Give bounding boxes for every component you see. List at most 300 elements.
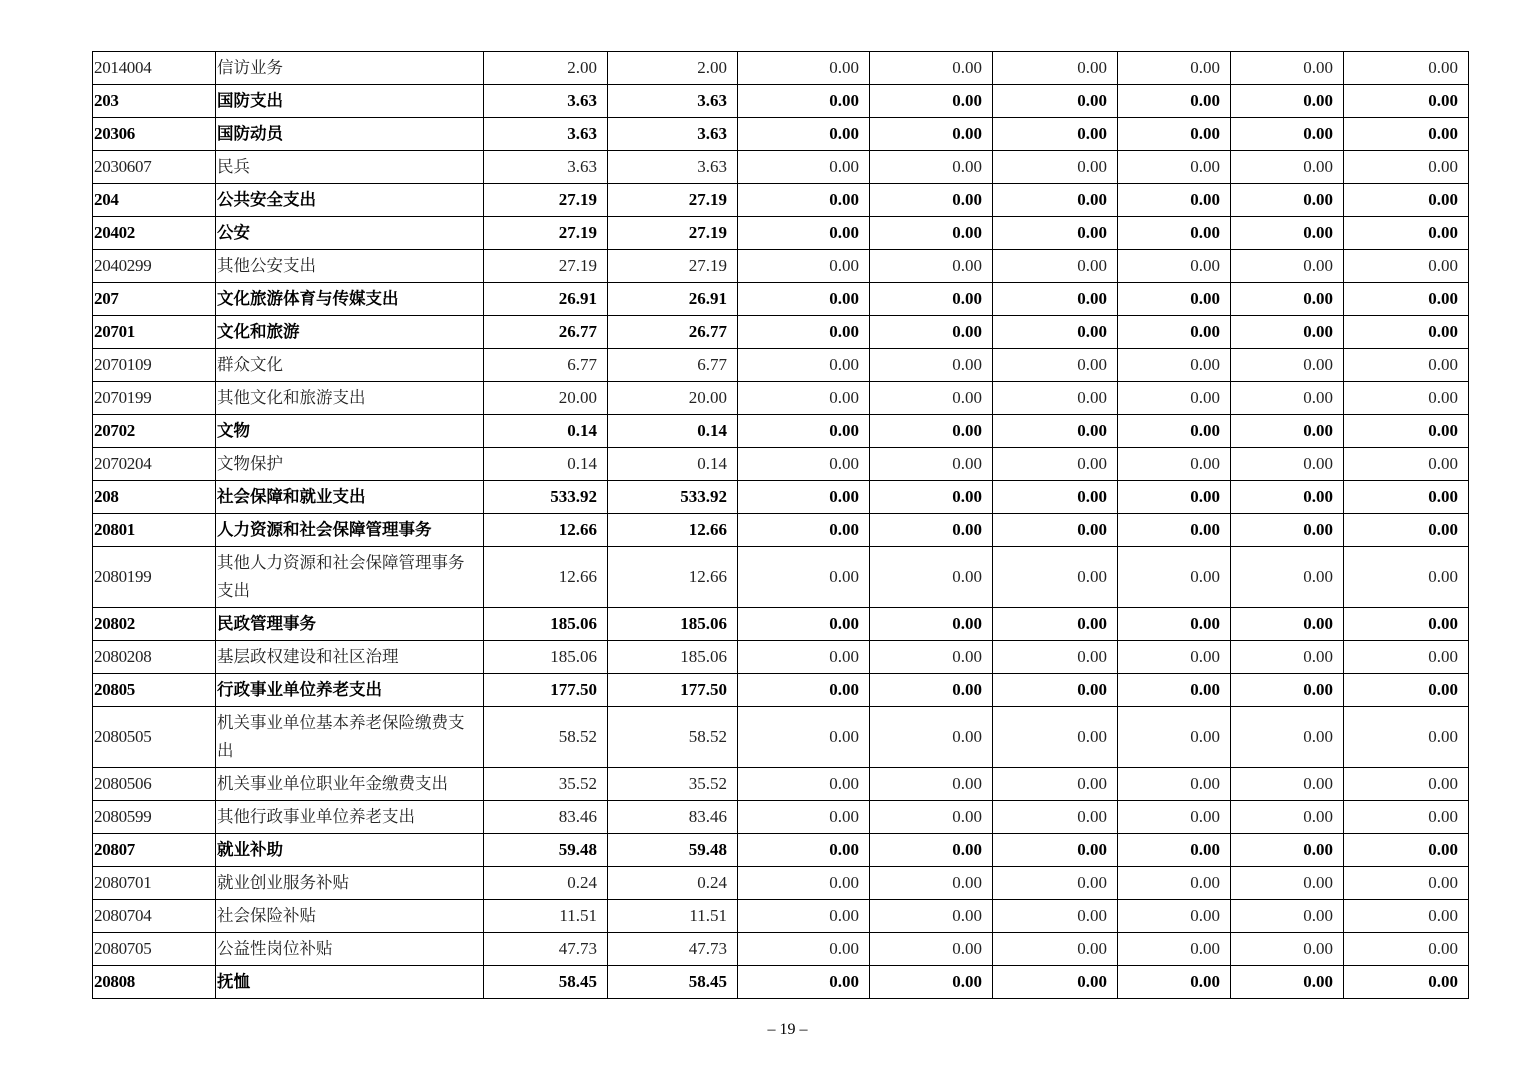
table-row [93, 966, 1469, 999]
subject-code-cell: 207 [93, 283, 216, 316]
table-row [93, 801, 1469, 834]
amount-cell: 0.00 [870, 250, 993, 283]
subject-name-cell: 人力资源和社会保障管理事务 [216, 514, 484, 547]
amount-cell: 0.00 [993, 768, 1118, 801]
amount-cell: 0.00 [1344, 316, 1469, 349]
amount-cell: 83.46 [608, 801, 738, 834]
amount-cell: 12.66 [608, 514, 738, 547]
subject-code-cell: 2080208 [93, 641, 216, 674]
table-row [93, 768, 1469, 801]
amount-cell: 0.00 [1118, 608, 1231, 641]
amount-cell: 0.00 [1344, 283, 1469, 316]
amount-cell: 0.00 [1344, 966, 1469, 999]
amount-cell: 0.14 [484, 415, 608, 448]
amount-cell: 0.00 [1344, 608, 1469, 641]
subject-code-cell: 2080199 [93, 547, 216, 608]
subject-code-cell: 2080505 [93, 707, 216, 768]
subject-name-cell: 抚恤 [216, 966, 484, 999]
amount-cell: 533.92 [484, 481, 608, 514]
table-row [93, 933, 1469, 966]
table-row [93, 382, 1469, 415]
table-row [93, 52, 1469, 85]
subject-code-cell: 203 [93, 85, 216, 118]
subject-name-cell: 文物 [216, 415, 484, 448]
amount-cell: 0.00 [1231, 834, 1344, 867]
amount-cell: 0.00 [1231, 514, 1344, 547]
amount-cell: 0.00 [1231, 801, 1344, 834]
amount-cell: 0.00 [993, 151, 1118, 184]
amount-cell: 0.00 [1231, 966, 1344, 999]
amount-cell: 0.00 [1344, 641, 1469, 674]
amount-cell: 0.00 [870, 382, 993, 415]
amount-cell: 0.00 [1118, 217, 1231, 250]
amount-cell: 0.00 [993, 707, 1118, 768]
subject-code-cell: 2070109 [93, 349, 216, 382]
amount-cell: 0.00 [1344, 415, 1469, 448]
amount-cell: 0.00 [870, 415, 993, 448]
amount-cell: 0.24 [484, 867, 608, 900]
amount-cell: 0.00 [738, 52, 870, 85]
amount-cell: 27.19 [608, 217, 738, 250]
amount-cell: 0.00 [993, 118, 1118, 151]
amount-cell: 12.66 [608, 547, 738, 608]
amount-cell: 3.63 [608, 85, 738, 118]
amount-cell: 0.00 [1118, 250, 1231, 283]
subject-name-cell: 公共安全支出 [216, 184, 484, 217]
amount-cell: 2.00 [608, 52, 738, 85]
table-row [93, 283, 1469, 316]
amount-cell: 0.00 [738, 933, 870, 966]
amount-cell: 0.00 [870, 217, 993, 250]
amount-cell: 0.00 [1118, 547, 1231, 608]
table-row [93, 674, 1469, 707]
amount-cell: 0.00 [738, 151, 870, 184]
amount-cell: 533.92 [608, 481, 738, 514]
amount-cell: 0.00 [1344, 85, 1469, 118]
amount-cell: 0.00 [738, 184, 870, 217]
amount-cell: 0.00 [993, 514, 1118, 547]
subject-name-cell: 信访业务 [216, 52, 484, 85]
amount-cell: 0.00 [1344, 547, 1469, 608]
amount-cell: 0.00 [1231, 641, 1344, 674]
subject-code-cell: 20801 [93, 514, 216, 547]
amount-cell: 0.00 [870, 768, 993, 801]
budget-table [92, 51, 1469, 999]
amount-cell: 0.00 [870, 349, 993, 382]
amount-cell: 0.00 [993, 184, 1118, 217]
amount-cell: 35.52 [608, 768, 738, 801]
subject-name-cell: 机关事业单位职业年金缴费支出 [216, 768, 484, 801]
table-row [93, 118, 1469, 151]
subject-name-cell: 机关事业单位基本养老保险缴费支出 [216, 707, 484, 768]
amount-cell: 6.77 [484, 349, 608, 382]
amount-cell: 0.00 [870, 674, 993, 707]
page-number: – 19 – [767, 1021, 808, 1038]
table-row [93, 184, 1469, 217]
amount-cell: 0.00 [1344, 481, 1469, 514]
amount-cell: 177.50 [484, 674, 608, 707]
amount-cell: 0.00 [870, 481, 993, 514]
subject-name-cell: 公安 [216, 217, 484, 250]
amount-cell: 3.63 [484, 118, 608, 151]
amount-cell: 11.51 [608, 900, 738, 933]
amount-cell: 0.00 [1344, 674, 1469, 707]
amount-cell: 58.52 [608, 707, 738, 768]
amount-cell: 0.00 [1344, 707, 1469, 768]
subject-code-cell: 2080704 [93, 900, 216, 933]
subject-name-cell: 就业创业服务补贴 [216, 867, 484, 900]
amount-cell: 0.00 [870, 514, 993, 547]
amount-cell: 0.00 [993, 547, 1118, 608]
amount-cell: 0.00 [870, 608, 993, 641]
table-row [93, 85, 1469, 118]
amount-cell: 0.00 [993, 900, 1118, 933]
subject-code-cell: 2070204 [93, 448, 216, 481]
amount-cell: 0.00 [993, 382, 1118, 415]
amount-cell: 0.00 [738, 250, 870, 283]
table-row [93, 481, 1469, 514]
amount-cell: 0.00 [993, 52, 1118, 85]
subject-code-cell: 20402 [93, 217, 216, 250]
amount-cell: 20.00 [608, 382, 738, 415]
amount-cell: 0.00 [870, 801, 993, 834]
amount-cell: 0.00 [993, 250, 1118, 283]
amount-cell: 0.00 [870, 151, 993, 184]
amount-cell: 58.52 [484, 707, 608, 768]
subject-code-cell: 20805 [93, 674, 216, 707]
amount-cell: 12.66 [484, 547, 608, 608]
amount-cell: 0.00 [1231, 382, 1344, 415]
amount-cell: 0.00 [1118, 85, 1231, 118]
subject-name-cell: 群众文化 [216, 349, 484, 382]
amount-cell: 0.00 [1231, 85, 1344, 118]
amount-cell: 0.00 [1344, 349, 1469, 382]
amount-cell: 0.00 [993, 415, 1118, 448]
amount-cell: 0.00 [1118, 674, 1231, 707]
amount-cell: 0.00 [1118, 768, 1231, 801]
subject-code-cell: 2080599 [93, 801, 216, 834]
subject-name-cell: 文化和旅游 [216, 316, 484, 349]
amount-cell: 26.77 [608, 316, 738, 349]
amount-cell: 0.00 [993, 608, 1118, 641]
amount-cell: 177.50 [608, 674, 738, 707]
amount-cell: 0.00 [738, 217, 870, 250]
amount-cell: 0.00 [870, 448, 993, 481]
amount-cell: 12.66 [484, 514, 608, 547]
amount-cell: 0.00 [738, 966, 870, 999]
subject-name-cell: 其他公安支出 [216, 250, 484, 283]
amount-cell: 0.00 [738, 118, 870, 151]
amount-cell: 0.00 [1231, 448, 1344, 481]
amount-cell: 0.00 [738, 900, 870, 933]
amount-cell: 0.00 [1118, 382, 1231, 415]
table-row [93, 514, 1469, 547]
amount-cell: 35.52 [484, 768, 608, 801]
amount-cell: 27.19 [484, 250, 608, 283]
amount-cell: 0.00 [738, 415, 870, 448]
amount-cell: 0.00 [870, 283, 993, 316]
amount-cell: 0.24 [608, 867, 738, 900]
amount-cell: 83.46 [484, 801, 608, 834]
amount-cell: 58.45 [608, 966, 738, 999]
table-row [93, 448, 1469, 481]
amount-cell: 0.00 [1118, 933, 1231, 966]
amount-cell: 26.91 [484, 283, 608, 316]
amount-cell: 47.73 [484, 933, 608, 966]
table-row [93, 316, 1469, 349]
amount-cell: 3.63 [484, 85, 608, 118]
amount-cell: 0.00 [993, 867, 1118, 900]
subject-name-cell: 文物保护 [216, 448, 484, 481]
amount-cell: 27.19 [484, 217, 608, 250]
amount-cell: 0.00 [1231, 415, 1344, 448]
subject-code-cell: 20807 [93, 834, 216, 867]
amount-cell: 0.00 [738, 707, 870, 768]
amount-cell: 0.00 [738, 768, 870, 801]
amount-cell: 185.06 [484, 641, 608, 674]
amount-cell: 27.19 [608, 184, 738, 217]
amount-cell: 0.00 [1118, 118, 1231, 151]
amount-cell: 0.00 [870, 85, 993, 118]
amount-cell: 0.00 [1344, 768, 1469, 801]
amount-cell: 0.00 [993, 933, 1118, 966]
amount-cell: 0.00 [1344, 801, 1469, 834]
subject-name-cell: 民兵 [216, 151, 484, 184]
amount-cell: 0.00 [738, 448, 870, 481]
amount-cell: 0.00 [1344, 250, 1469, 283]
amount-cell: 0.00 [1231, 250, 1344, 283]
subject-name-cell: 就业补助 [216, 834, 484, 867]
table-row [93, 867, 1469, 900]
amount-cell: 0.00 [870, 900, 993, 933]
amount-cell: 0.00 [1344, 834, 1469, 867]
subject-name-cell: 行政事业单位养老支出 [216, 674, 484, 707]
amount-cell: 0.00 [993, 85, 1118, 118]
amount-cell: 0.00 [1231, 283, 1344, 316]
amount-cell: 0.00 [738, 481, 870, 514]
amount-cell: 0.00 [1231, 184, 1344, 217]
amount-cell: 0.00 [1118, 481, 1231, 514]
table-row [93, 641, 1469, 674]
subject-name-cell: 其他文化和旅游支出 [216, 382, 484, 415]
amount-cell: 0.00 [1118, 900, 1231, 933]
amount-cell: 0.00 [993, 349, 1118, 382]
table-row [93, 834, 1469, 867]
amount-cell: 0.00 [1231, 316, 1344, 349]
amount-cell: 0.00 [870, 118, 993, 151]
amount-cell: 0.00 [1344, 382, 1469, 415]
table-row [93, 250, 1469, 283]
amount-cell: 59.48 [608, 834, 738, 867]
subject-code-cell: 2014004 [93, 52, 216, 85]
amount-cell: 0.00 [870, 707, 993, 768]
amount-cell: 0.00 [738, 834, 870, 867]
subject-code-cell: 2080701 [93, 867, 216, 900]
amount-cell: 0.00 [1118, 514, 1231, 547]
subject-name-cell: 其他行政事业单位养老支出 [216, 801, 484, 834]
amount-cell: 0.14 [484, 448, 608, 481]
subject-code-cell: 20701 [93, 316, 216, 349]
amount-cell: 0.00 [1344, 52, 1469, 85]
amount-cell: 0.00 [1118, 283, 1231, 316]
amount-cell: 0.00 [1231, 900, 1344, 933]
amount-cell: 0.00 [870, 52, 993, 85]
subject-code-cell: 20306 [93, 118, 216, 151]
amount-cell: 0.00 [1118, 316, 1231, 349]
amount-cell: 185.06 [608, 608, 738, 641]
amount-cell: 0.00 [1231, 118, 1344, 151]
amount-cell: 0.00 [1118, 801, 1231, 834]
table-row [93, 900, 1469, 933]
amount-cell: 0.00 [1118, 867, 1231, 900]
amount-cell: 0.00 [1231, 217, 1344, 250]
amount-cell: 0.00 [870, 547, 993, 608]
amount-cell: 0.00 [738, 382, 870, 415]
amount-cell: 0.00 [1231, 707, 1344, 768]
amount-cell: 0.00 [870, 966, 993, 999]
subject-code-cell: 208 [93, 481, 216, 514]
amount-cell: 0.00 [1231, 933, 1344, 966]
amount-cell: 0.00 [738, 316, 870, 349]
amount-cell: 0.00 [993, 834, 1118, 867]
subject-code-cell: 204 [93, 184, 216, 217]
subject-name-cell: 民政管理事务 [216, 608, 484, 641]
amount-cell: 0.00 [1231, 349, 1344, 382]
amount-cell: 0.14 [608, 415, 738, 448]
amount-cell: 0.00 [1231, 151, 1344, 184]
amount-cell: 0.00 [1344, 118, 1469, 151]
amount-cell: 0.00 [1344, 514, 1469, 547]
amount-cell: 0.00 [870, 184, 993, 217]
amount-cell: 3.63 [484, 151, 608, 184]
amount-cell: 0.14 [608, 448, 738, 481]
amount-cell: 0.00 [1344, 151, 1469, 184]
subject-code-cell: 2070199 [93, 382, 216, 415]
amount-cell: 0.00 [1118, 966, 1231, 999]
amount-cell: 0.00 [1231, 52, 1344, 85]
amount-cell: 0.00 [993, 448, 1118, 481]
amount-cell: 20.00 [484, 382, 608, 415]
table-row [93, 151, 1469, 184]
amount-cell: 0.00 [1344, 900, 1469, 933]
amount-cell: 0.00 [738, 349, 870, 382]
amount-cell: 26.91 [608, 283, 738, 316]
amount-cell: 3.63 [608, 151, 738, 184]
amount-cell: 0.00 [738, 674, 870, 707]
amount-cell: 0.00 [870, 641, 993, 674]
subject-code-cell: 2080705 [93, 933, 216, 966]
amount-cell: 0.00 [1118, 707, 1231, 768]
amount-cell: 0.00 [870, 933, 993, 966]
subject-name-cell: 国防动员 [216, 118, 484, 151]
amount-cell: 0.00 [993, 641, 1118, 674]
subject-name-cell: 社会保障和就业支出 [216, 481, 484, 514]
subject-code-cell: 2040299 [93, 250, 216, 283]
amount-cell: 3.63 [608, 118, 738, 151]
table-row [93, 608, 1469, 641]
amount-cell: 0.00 [1344, 448, 1469, 481]
amount-cell: 185.06 [484, 608, 608, 641]
amount-cell: 0.00 [1231, 768, 1344, 801]
subject-code-cell: 20802 [93, 608, 216, 641]
amount-cell: 0.00 [993, 283, 1118, 316]
amount-cell: 0.00 [1118, 415, 1231, 448]
amount-cell: 0.00 [1344, 184, 1469, 217]
amount-cell: 27.19 [608, 250, 738, 283]
subject-name-cell: 基层政权建设和社区治理 [216, 641, 484, 674]
amount-cell: 0.00 [738, 547, 870, 608]
amount-cell: 0.00 [738, 641, 870, 674]
table-row [93, 547, 1469, 608]
amount-cell: 0.00 [1231, 481, 1344, 514]
subject-name-cell: 其他人力资源和社会保障管理事务支出 [216, 547, 484, 608]
amount-cell: 0.00 [993, 966, 1118, 999]
subject-name-cell: 国防支出 [216, 85, 484, 118]
amount-cell: 47.73 [608, 933, 738, 966]
table-row [93, 349, 1469, 382]
subject-code-cell: 2080506 [93, 768, 216, 801]
amount-cell: 0.00 [1231, 547, 1344, 608]
amount-cell: 0.00 [1118, 349, 1231, 382]
amount-cell: 0.00 [738, 801, 870, 834]
table-row [93, 707, 1469, 768]
amount-cell: 0.00 [738, 283, 870, 316]
amount-cell: 0.00 [1118, 641, 1231, 674]
amount-cell: 2.00 [484, 52, 608, 85]
amount-cell: 0.00 [738, 608, 870, 641]
amount-cell: 0.00 [993, 316, 1118, 349]
amount-cell: 27.19 [484, 184, 608, 217]
amount-cell: 0.00 [993, 801, 1118, 834]
subject-name-cell: 社会保险补贴 [216, 900, 484, 933]
amount-cell: 0.00 [1118, 184, 1231, 217]
amount-cell: 0.00 [1344, 933, 1469, 966]
amount-cell: 0.00 [738, 514, 870, 547]
amount-cell: 0.00 [870, 867, 993, 900]
amount-cell: 6.77 [608, 349, 738, 382]
amount-cell: 0.00 [1344, 867, 1469, 900]
amount-cell: 11.51 [484, 900, 608, 933]
amount-cell: 0.00 [1118, 834, 1231, 867]
amount-cell: 0.00 [1231, 867, 1344, 900]
amount-cell: 0.00 [1231, 674, 1344, 707]
amount-cell: 0.00 [1118, 52, 1231, 85]
amount-cell: 0.00 [1231, 608, 1344, 641]
amount-cell: 0.00 [993, 481, 1118, 514]
table-row [93, 217, 1469, 250]
amount-cell: 0.00 [870, 834, 993, 867]
amount-cell: 0.00 [738, 85, 870, 118]
amount-cell: 26.77 [484, 316, 608, 349]
amount-cell: 185.06 [608, 641, 738, 674]
subject-name-cell: 文化旅游体育与传媒支出 [216, 283, 484, 316]
amount-cell: 0.00 [1118, 448, 1231, 481]
amount-cell: 59.48 [484, 834, 608, 867]
amount-cell: 0.00 [1118, 151, 1231, 184]
subject-code-cell: 20702 [93, 415, 216, 448]
table-body [93, 52, 1469, 999]
subject-code-cell: 2030607 [93, 151, 216, 184]
amount-cell: 0.00 [1344, 217, 1469, 250]
amount-cell: 58.45 [484, 966, 608, 999]
amount-cell: 0.00 [738, 867, 870, 900]
subject-code-cell: 20808 [93, 966, 216, 999]
subject-name-cell: 公益性岗位补贴 [216, 933, 484, 966]
amount-cell: 0.00 [993, 674, 1118, 707]
amount-cell: 0.00 [993, 217, 1118, 250]
table-row [93, 415, 1469, 448]
amount-cell: 0.00 [870, 316, 993, 349]
